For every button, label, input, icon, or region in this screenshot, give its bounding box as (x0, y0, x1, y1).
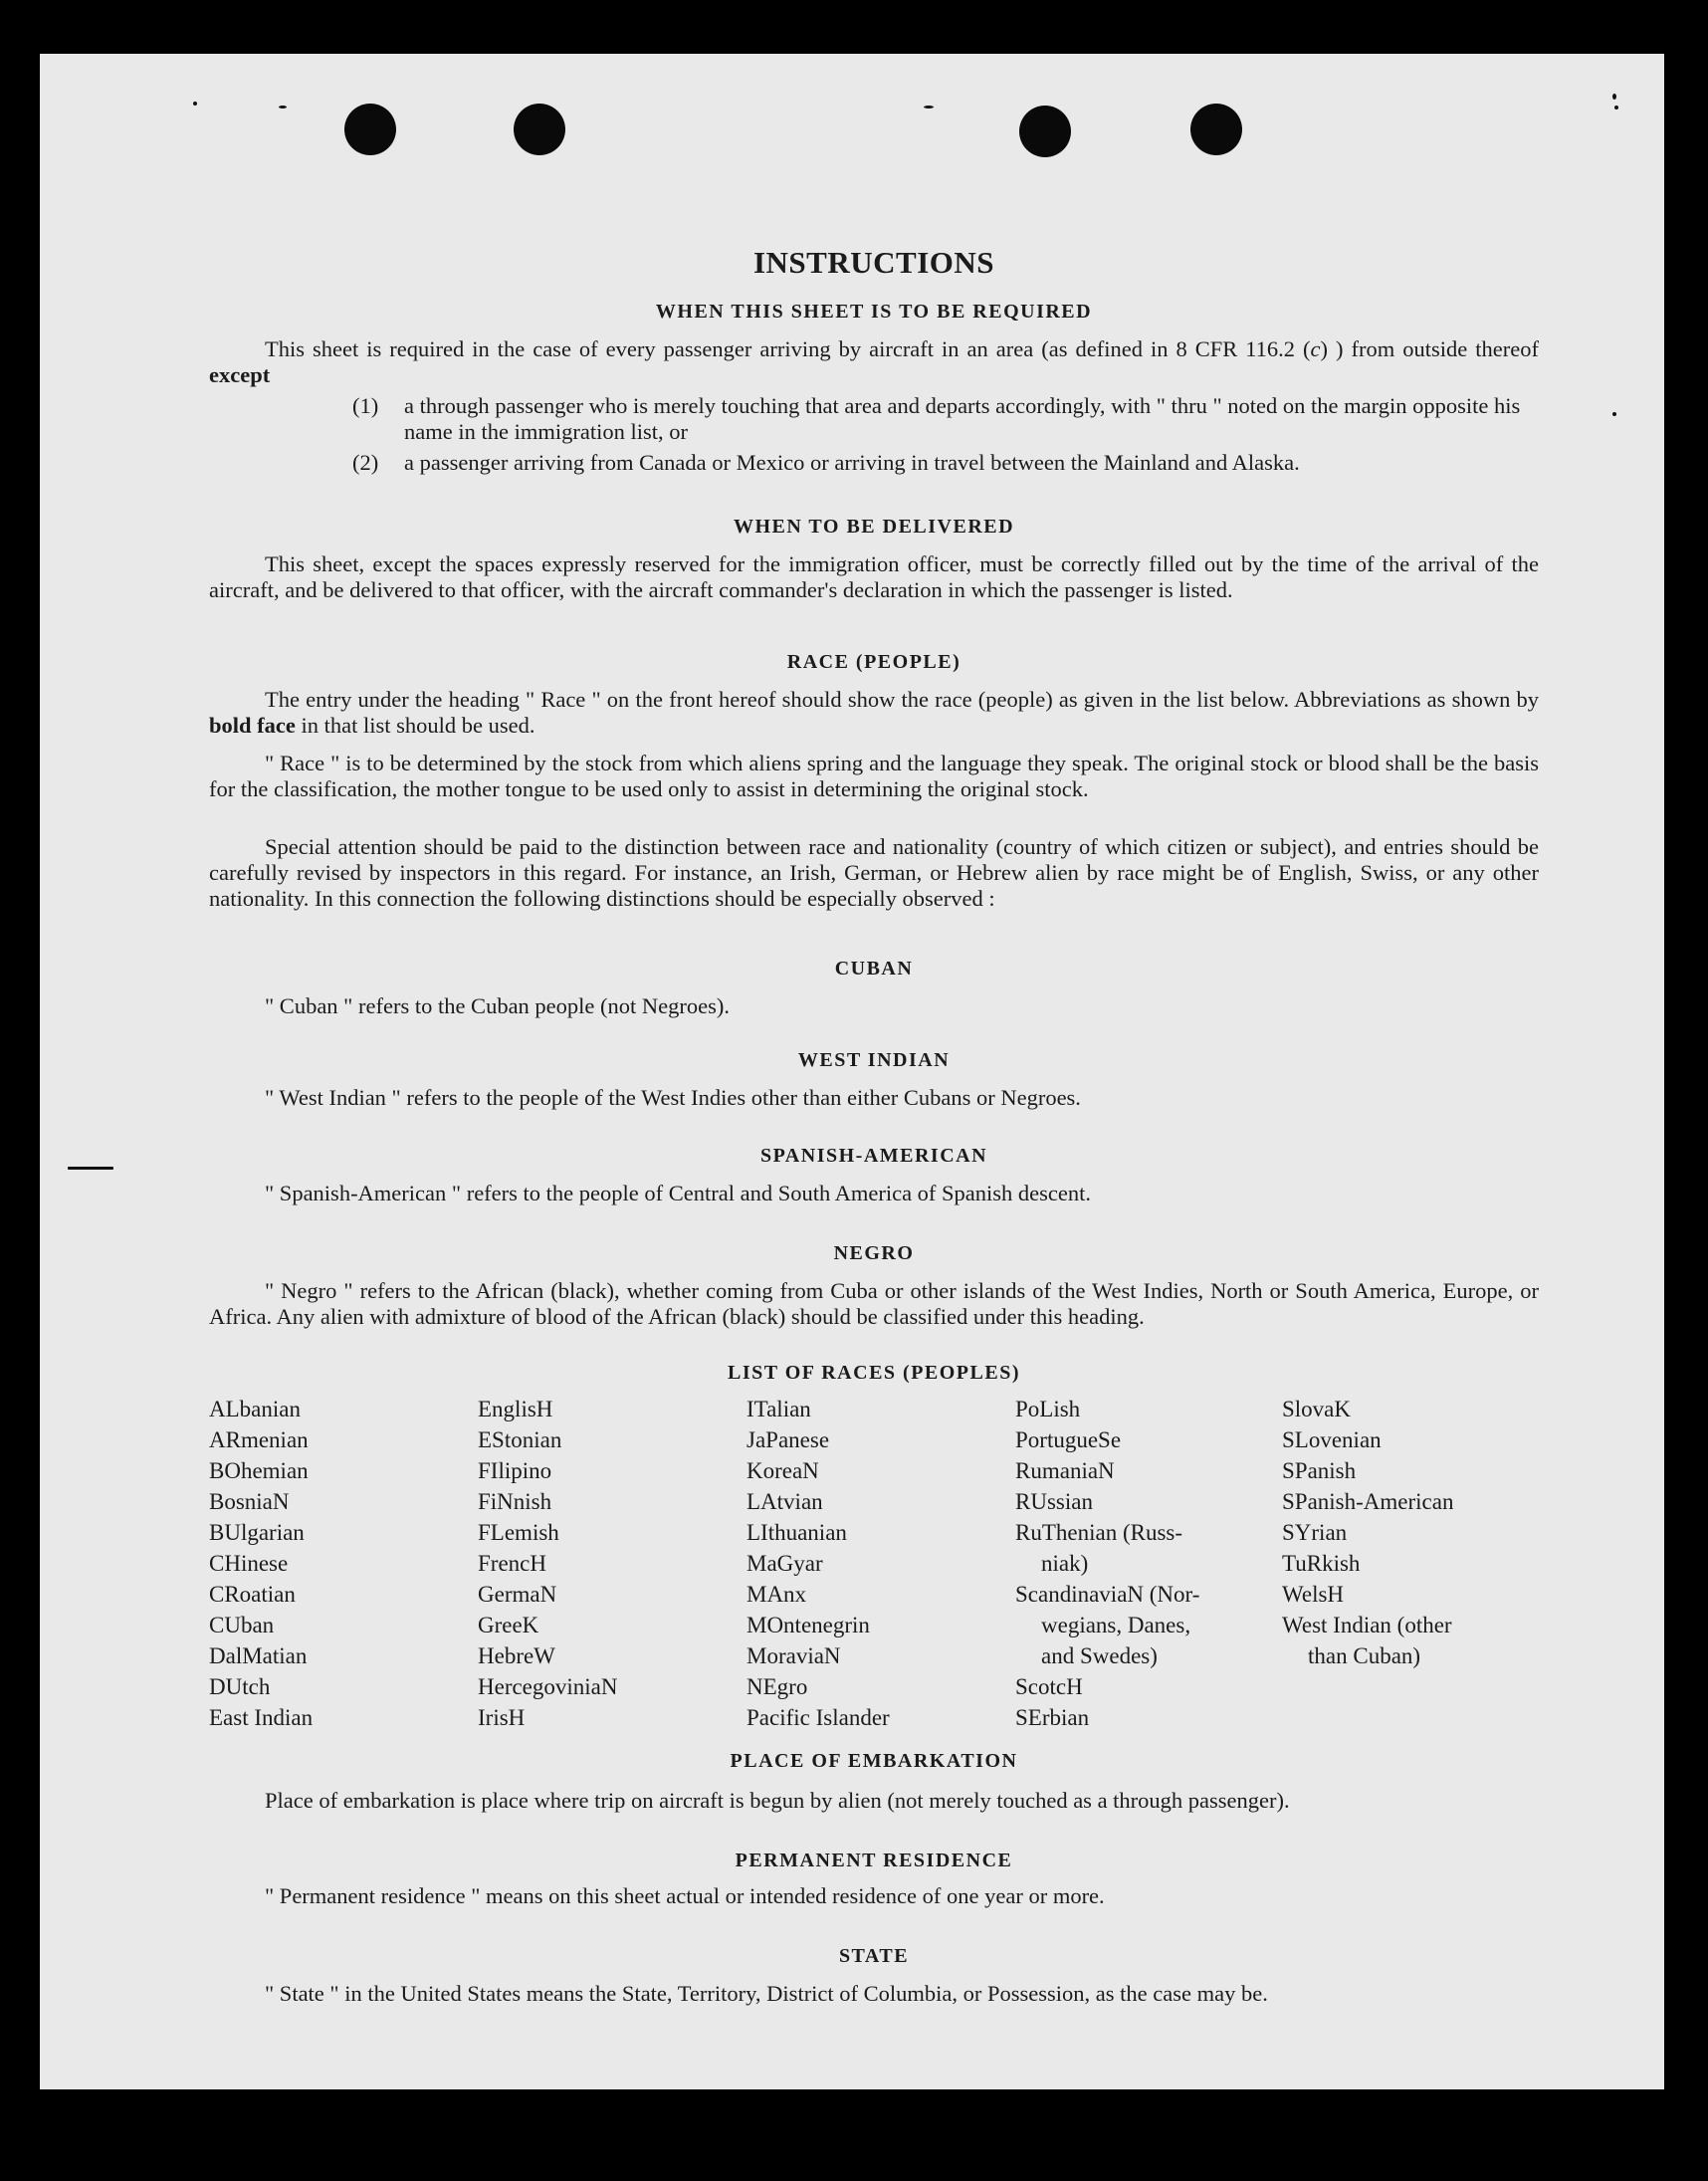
state-text: " State " in the United States means the State, Territory, District of Columbia, or Possession, as the case may be. (265, 1981, 1268, 2006)
race-entry: ScandinaviaN (Nor- (1015, 1582, 1200, 1607)
item-number: (2) (352, 450, 379, 475)
race-entry: SPanish (1282, 1458, 1357, 1483)
race-entry: LIthuanian (747, 1520, 847, 1545)
punch-hole (1019, 106, 1071, 157)
race-entry: FIlipino (478, 1458, 552, 1483)
races-column-2 (478, 1394, 737, 1733)
race-entry: ALbanian (209, 1397, 301, 1421)
race-entry: IrisH (478, 1705, 526, 1730)
item-text: a through passenger who is merely touching that area and departs accordingly, with " thru " noted on the margin opposite his name in the immigration list, or (404, 393, 1521, 444)
required-intro-text-2: ) ) from outside thereof (1320, 336, 1539, 361)
required-intro (209, 336, 1539, 388)
scan-speck (924, 106, 934, 109)
race-entry: Pacific Islander (747, 1705, 890, 1730)
race-entry: BUlgarian (209, 1520, 305, 1545)
race-entry: DUtch (209, 1674, 271, 1699)
item-text: a passenger arriving from Canada or Mexico or arriving in travel between the Mainland and Alaska. (404, 450, 1300, 475)
heading-permanent-residence: PERMANENT RESIDENCE (735, 1850, 1013, 1871)
race-entry: EStonian (478, 1427, 562, 1452)
race-entry: MOntenegrin (747, 1613, 870, 1637)
punch-hole (1190, 104, 1242, 155)
cuban-text: " Cuban " refers to the Cuban people (not Negroes). (265, 993, 730, 1018)
race-entry: SPanish-American (1282, 1489, 1454, 1514)
race-entry: GreeK (478, 1613, 539, 1637)
race-entry: NEgro (747, 1674, 808, 1699)
required-intro-subsection: c (1310, 336, 1321, 361)
heading-state: STATE (838, 1945, 910, 1967)
race-entry: HebreW (478, 1643, 555, 1668)
races-column-5 (1282, 1394, 1539, 1671)
scan-speck (68, 1167, 113, 1170)
race-p1-bold: bold face (209, 713, 296, 738)
race-paragraph-1 (209, 687, 1539, 739)
item-number: (1) (352, 393, 379, 418)
race-entry: and Swedes) (1041, 1643, 1158, 1668)
heading-when-delivered: WHEN TO BE DELIVERED (733, 516, 1015, 538)
punch-hole (514, 104, 565, 155)
race-entry: than Cuban) (1308, 1643, 1421, 1668)
races-column-1 (209, 1394, 468, 1733)
race-entry: PortugueSe (1015, 1427, 1122, 1452)
race-entry: LAtvian (747, 1489, 823, 1514)
race-entry: FLemish (478, 1520, 559, 1545)
required-intro-text: This sheet is required in the case of every passenger arriving by aircraft in an area (as defined in 8 CFR 116.2 ( (265, 336, 1311, 361)
required-intro-except: except (209, 362, 271, 387)
race-entry: WelsH (1282, 1582, 1345, 1607)
race-entry: SLovenian (1282, 1427, 1382, 1452)
heading-spanish-american: SPANISH-AMERICAN (759, 1145, 988, 1167)
race-entry: West Indian (other (1282, 1613, 1452, 1637)
page-title: INSTRUCTIONS (752, 245, 994, 280)
race-entry: MoraviaN (747, 1643, 841, 1668)
race-entry: JaPanese (747, 1427, 830, 1452)
race-entry: GermaN (478, 1582, 557, 1607)
embarkation-text: Place of embarkation is place where trip on aircraft is begun by alien (not merely touched as a through passenger). (265, 1788, 1290, 1813)
race-paragraph-2: " Race " is to be determined by the stock from which aliens spring and the language they speak. The original stock or blood shall be the basis for the classification, the mother tongue to be used only to assist in determining the original stock. (209, 751, 1539, 801)
heading-cuban: CUBAN (834, 958, 914, 980)
race-entry: RUssian (1015, 1489, 1093, 1514)
heading-race: RACE (PEOPLE) (786, 651, 961, 673)
permanent-residence-text: " Permanent residence " means on this sheet actual or intended residence of one year or more. (265, 1883, 1105, 1908)
race-p1-text: The entry under the heading " Race " on the front hereof should show the race (people) as given in the list below. Abbreviations as shown by (265, 687, 1539, 712)
race-entry: ITalian (747, 1397, 811, 1421)
race-entry: TuRkish (1282, 1551, 1361, 1576)
race-entry: SlovaK (1282, 1397, 1351, 1421)
race-entry: CUban (209, 1613, 275, 1637)
race-entry: CHinese (209, 1551, 289, 1576)
race-entry: BosniaN (209, 1489, 290, 1514)
race-entry: EnglisH (478, 1397, 553, 1421)
punch-hole (344, 104, 396, 155)
heading-west-indian: WEST INDIAN (797, 1049, 951, 1071)
race-entry: PoLish (1015, 1397, 1081, 1421)
delivered-text: This sheet, except the spaces expressly reserved for the immigration officer, must be correctly filled out by the time of the arrival of the aircraft, and be delivered to that officer, with the aircraft commander's declaration in which the passenger is listed. (209, 551, 1539, 602)
scan-speck (279, 106, 287, 109)
race-entry: RuThenian (Russ- (1015, 1520, 1183, 1545)
race-p1-text-2: in that list should be used. (295, 713, 535, 738)
race-entry: East Indian (209, 1705, 314, 1730)
race-entry: MAnx (747, 1582, 807, 1607)
race-entry: FiNnish (478, 1489, 552, 1514)
exception-item-1 (352, 393, 1539, 445)
race-entry: ARmenian (209, 1427, 309, 1452)
race-entry: wegians, Danes, (1041, 1613, 1191, 1637)
scan-speck (193, 102, 197, 106)
west-indian-text: " West Indian " refers to the people of the West Indies other than either Cubans or Negroes. (265, 1085, 1081, 1110)
race-entry: SYrian (1282, 1520, 1348, 1545)
race-entry: CRoatian (209, 1582, 296, 1607)
scan-speck (1614, 106, 1618, 109)
exception-item-2 (352, 450, 1539, 476)
race-entry: MaGyar (747, 1551, 823, 1576)
race-entry: HercegoviniaN (478, 1674, 618, 1699)
scan-speck (1612, 94, 1616, 100)
race-paragraph-3: Special attention should be paid to the distinction between race and nationality (country of which citizen or subject), and entries should be carefully revised by inspectors in this regard. For instance, an Irish, German, or Hebrew alien by race might be of English, Swiss, or any other nationality. In this connection the following distinctions should be especially observed : (209, 834, 1539, 911)
heading-negro: NEGRO (833, 1242, 915, 1264)
race-entry: BOhemian (209, 1458, 309, 1483)
race-entry: DalMatian (209, 1643, 308, 1668)
negro-text: " Negro " refers to the African (black), whether coming from Cuba or other islands of the West Indies, North or South America, Europe, or Africa. Any alien with admixture of blood of the African (black) should be classified under this heading. (209, 1278, 1539, 1329)
heading-place-of-embarkation: PLACE OF EMBARKATION (730, 1750, 1018, 1772)
heading-list-of-races: LIST OF RACES (PEOPLES) (727, 1362, 1020, 1384)
heading-when-required: WHEN THIS SHEET IS TO BE REQUIRED (655, 301, 1093, 323)
races-column-4 (1015, 1394, 1264, 1733)
races-column-3 (747, 1394, 1005, 1733)
scan-speck (1612, 412, 1616, 416)
race-entry: ScotcH (1015, 1674, 1083, 1699)
document-sheet (40, 54, 1664, 2089)
race-entry: FrencH (478, 1551, 546, 1576)
spanish-american-text: " Spanish-American " refers to the people of Central and South America of Spanish descent. (265, 1181, 1092, 1205)
race-entry: RumaniaN (1015, 1458, 1115, 1483)
race-entry: SErbian (1015, 1705, 1090, 1730)
race-entry: niak) (1041, 1551, 1089, 1576)
race-entry: KoreaN (747, 1458, 819, 1483)
